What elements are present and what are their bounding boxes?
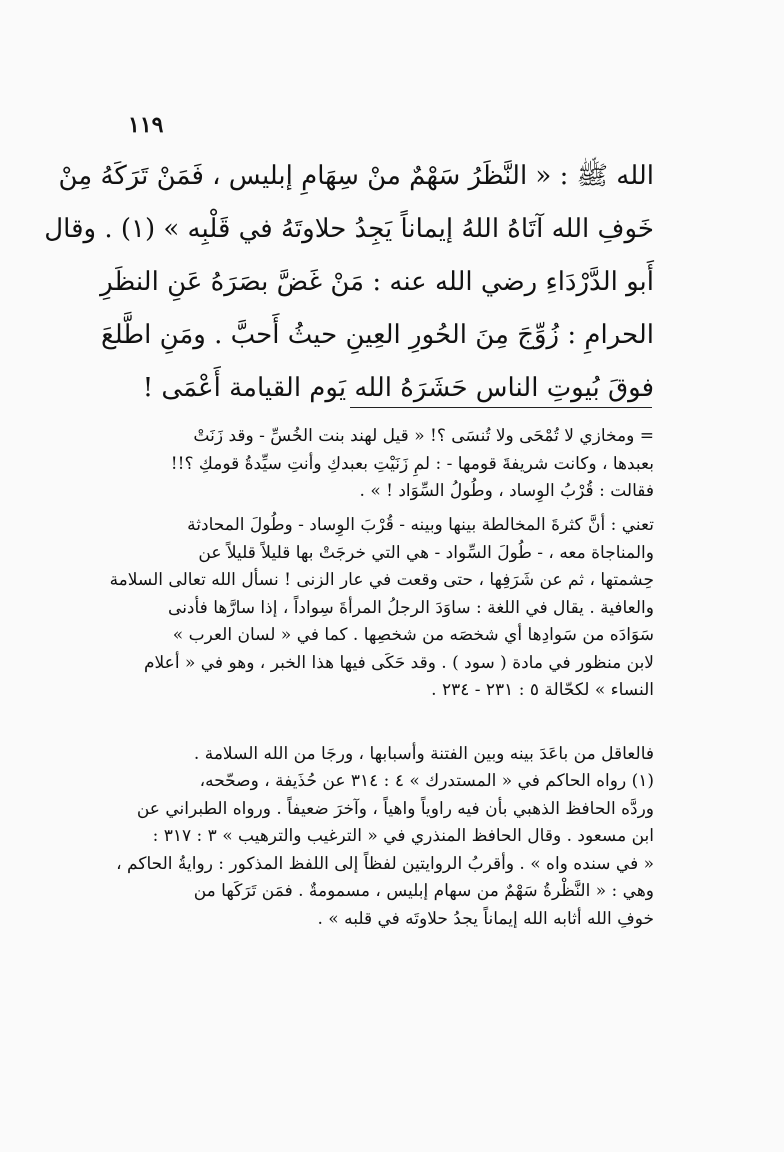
footnote-line: والمناجاة معه ، - طُولَ السِّواد - هي التي خرجَتْ بها قليلاً قليلاً عن [198, 542, 654, 563]
footnote-line: والعافية . يقال في اللغة : ساوَدَ الرجلُ المرأةَ سِواداً ، إذا سارَّها فأدنى [168, 597, 654, 618]
footnote-line: فالعاقل من باعَدَ بينه وبين الفتنة وأسبابها ، ورجَا من الله السلامة . [193, 744, 654, 764]
footnote-line: لابن منظور في مادة ( سود ) . وقد حَكَى فيها هذا الخبر ، وهو في « أعلام [144, 652, 654, 673]
main-text-line: الحرامِ : زُوِّجَ مِنَ الحُورِ العِينِ حيثُ أَحبَّ . ومَنِ اطَّلعَ [100, 320, 654, 350]
footnote-explanation [109, 512, 654, 705]
footnote-separator [350, 407, 652, 408]
footnote-reference [116, 768, 654, 933]
footnote-line: النساء » لكحّالة ٥ : ٢٣١ - ٢٣٤ . [431, 680, 654, 700]
footnote-line: فقالت : قُرْبُ الوِساد ، وطُولُ السِّوَاد ! » . [359, 481, 654, 501]
footnote-line: ابن مسعود . وقال الحافظ المنذري في « الترغيب والترهيب » ٣ : ٣١٧ : [152, 826, 654, 846]
footnote-conclusion [120, 741, 654, 769]
footnote-line: وهي : « النَّظْرةُ سَهْمٌ من سهام إبليس ، مسمومةٌ . فمَن تَرَكَها من [193, 881, 654, 901]
footnote-line: (١) رواه الحاكم في « المستدرك » ٤ : ٣١٤ عن حُذَيفة ، وصحّحه، [199, 771, 654, 791]
footnote-line: تعني : أنَّ كثرةَ المخالطة بينها وبينه - قُرْبَ الوِساد - وطُولَ المحادثة [187, 515, 654, 535]
footnote-line: خوفِ الله أثابه الله إيماناً يجدُ حلاوتَه في قلبه » . [317, 908, 654, 929]
footnote-line: وردَّه الحافظ الذهبي بأن فيه راوياً واهياً ، وآخرَ ضعيفاً . ورواه الطبراني عن [136, 798, 654, 819]
main-text-line: فوقَ بُيوتِ الناس حَشَرَهُ الله يَوم القيامة أَعْمَى ! [142, 373, 654, 403]
page-number: ١١٩ [128, 112, 164, 138]
footnote-line: = ومخازي لا تُمْحَى ولا تُنسَى ؟! « قيل لهند بنت الخُسِّ - وقد زَنَتْ [193, 426, 654, 446]
main-text-line: خَوفِ الله آتَاهُ اللهُ إيماناً يَجِدُ حلاوتَهُ في قَلْبِه » (١) . وقال [44, 214, 654, 244]
footnote-line: سَوَادَه من سَوادِها أي شخصَه من شخصِها . كما في « لسان العرب » [172, 625, 654, 645]
footnote-line: بعبدها ، وكانت شريفةَ قومها - : لمِ زَنَيْتِ بعبدكِ وأنتِ سيِّدةُ قومكِ ؟!! [170, 453, 654, 474]
main-text [44, 150, 654, 415]
footnote-line: « في سنده واه » . وأقربُ الروايتين لفظاً إلى اللفظ المذكور : روايةُ الحاكم ، [116, 853, 654, 874]
footnote-line: حِشمتها ، ثم عن شَرَفِها ، حتى وقعت في عار الزنى ! نسأل الله تعالى السلامة [109, 570, 654, 590]
footnote-continuation [120, 423, 654, 506]
main-text-line: أَبو الدَّرْدَاءِ رضي الله عنه : مَنْ غَضَّ بصَرَهُ عَنِ النظَرِ [100, 267, 654, 297]
main-text-line: الله ﷺ : « النَّظَرُ سَهْمٌ منْ سِهَامِ إبليس ، فَمَنْ تَرَكَهُ مِنْ [58, 161, 654, 191]
